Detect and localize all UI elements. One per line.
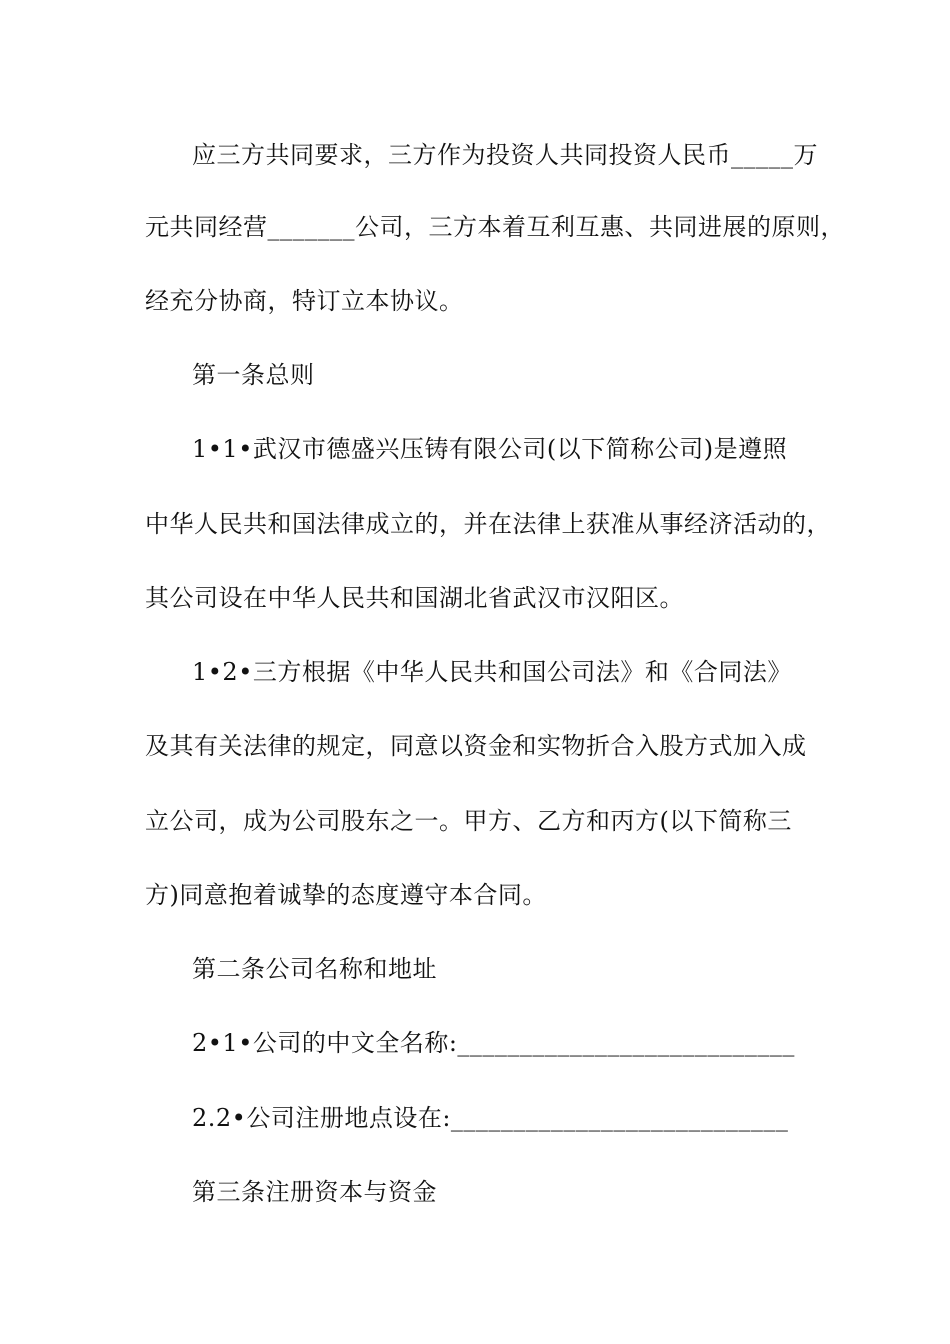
paragraph-line: 元共同经营_______公司，三方本着互利互惠、共同进展的原则， (145, 213, 845, 241)
paragraph-line: 应三方共同要求，三方作为投资人共同投资人民币_____万 (192, 141, 818, 169)
paragraph-line: 方)同意抱着诚挚的态度遵守本合同。 (145, 881, 547, 909)
paragraph-line: 1•2•三方根据《中华人民共和国公司法》和《合同法》 (192, 658, 792, 686)
paragraph-line: 及其有关法律的规定，同意以资金和实物折合入股方式加入成 (145, 732, 807, 760)
section-heading: 第二条公司名称和地址 (192, 955, 437, 983)
paragraph-line: 2.2•公司注册地点设在:___________________________ (192, 1104, 789, 1132)
paragraph-line: 其公司设在中华人民共和国湖北省武汉市汉阳区。 (145, 584, 684, 612)
paragraph-line: 1•1•武汉市德盛兴压铸有限公司(以下简称公司)是遵照 (192, 435, 788, 463)
paragraph-line: 经充分协商，特订立本协议。 (145, 287, 464, 315)
section-heading: 第一条总则 (192, 361, 315, 389)
paragraph-line: 立公司，成为公司股东之一。甲方、乙方和丙方(以下简称三 (145, 807, 792, 835)
paragraph-line: 2•1•公司的中文全名称:___________________________ (192, 1029, 795, 1057)
paragraph-line: 中华人民共和国法律成立的，并在法律上获准从事经济活动的， (145, 510, 831, 538)
section-heading: 第三条注册资本与资金 (192, 1178, 437, 1206)
